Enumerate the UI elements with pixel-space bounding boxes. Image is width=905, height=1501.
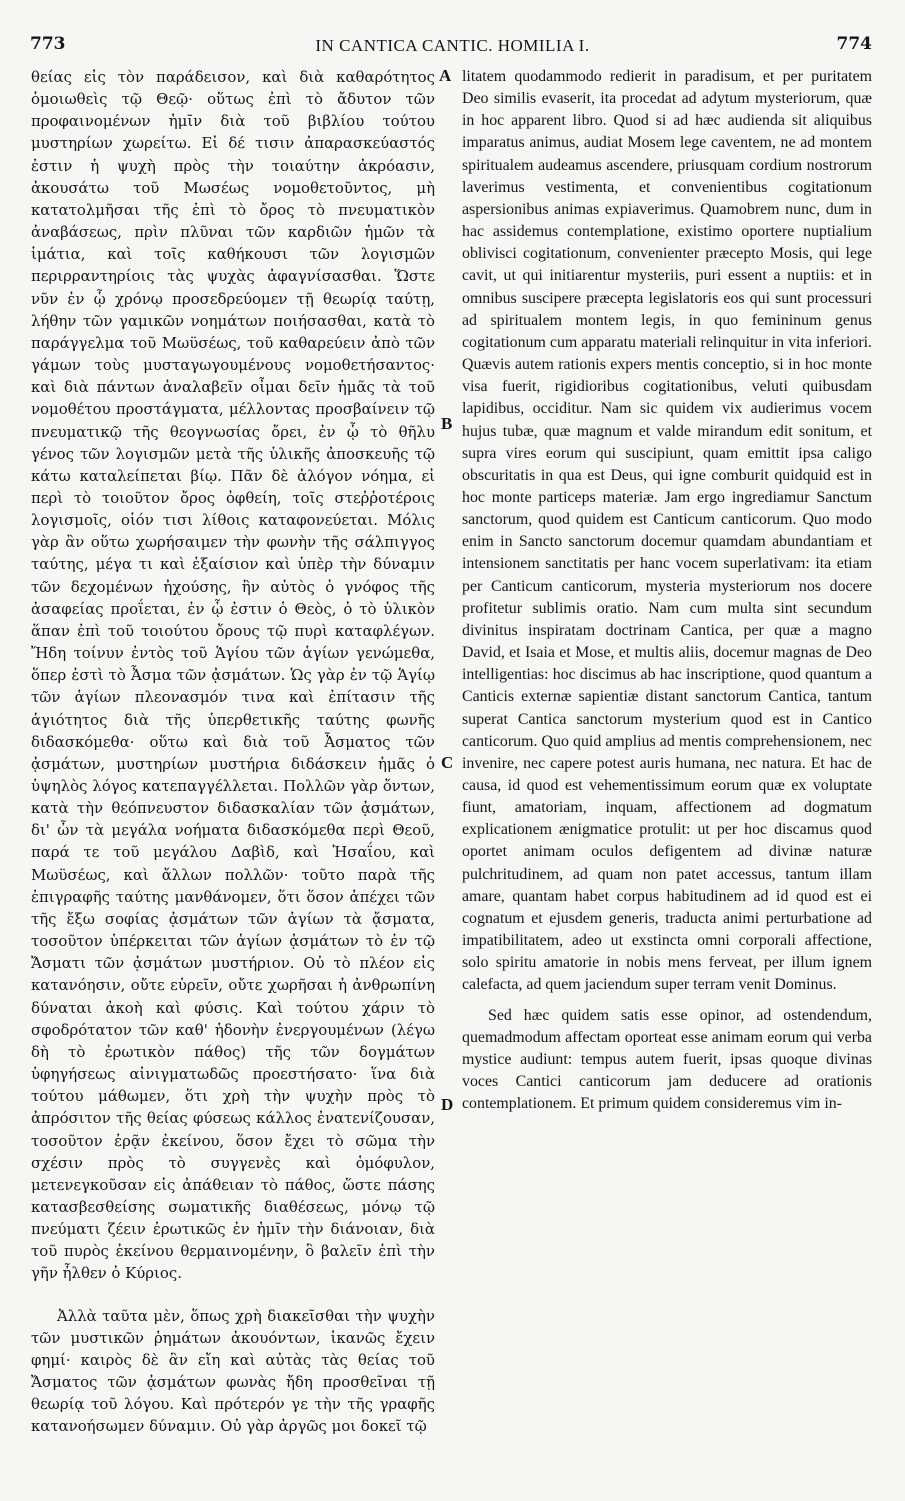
paragraph-gap [31, 1285, 435, 1305]
margin-marker-c: C [441, 753, 454, 772]
page-header [0, 0, 905, 60]
greek-paragraph-1: θείας εἰς τὸν παράδεισον, καὶ διὰ καθαρότητος ὁμοιωθεὶς τῷ Θεῷ· οὕτως ἐπὶ τὸ ἄδυτον τῶν προφαινομένων ἡμῖν διὰ τοῦ βιβλίου τούτου μυστηρίων χωρείτω. Εἰ δέ τισιν ἀπαρασκεύαστός ἐστιν ἡ ψυχὴ πρὸς τὴν τοιαύτην ἀκρόασιν, ἀκουσάτω τοῦ Μωσέως νομοθετοῦντος, μὴ κατατολμῆσαι τῆς ἐπὶ τὸ ὄρος τὸ πνευματικὸν ἀναβάσεως, πρὶν πλῦναι τῶν καρδιῶν ἡμῶν τὰ ἱμάτια, καὶ τοῖς καθήκουσι τῶν λογισμῶν περιρραντηρίοις τὰς ψυχὰς ἀφαγνίσασθαι. Ὥστε νῦν ἐν ᾧ χρόνῳ προσεδρεύομεν τῇ θεωρίᾳ ταύτῃ, λήθην τῶν γαμικῶν νοημάτων ποιήσασθαι, κατὰ τὸ παράγγελμα τοῦ Μωϋσέως, τοῦ καθαρεύειν ἀπὸ τῶν γάμων τοὺς μυσταγωγουμένους νομοθετήσαντος· καὶ διὰ πάντων ἀναλαβεῖν οἶμαι δεῖν ἡμᾶς τὰ τοῦ νομοθέτου προστάγματα, μέλλοντας προσβαίνειν τῷ πνευματικῷ τῆς θεογνωσίας ὄρει, ἐν ᾧ τὸ θῆλυ γένος τῶν λογισμῶν μετὰ τῆς ὑλικῆς ἀποσκευῆς τῷ κάτω καταλείπεται βίῳ. Πᾶν δὲ ἀλόγον νόημα, εἰ περὶ τὸ τοιοῦτον ὄρος ὀφθείη, τοῖς στεῤῥοτέροις λογισμοῖς, οἱόν τισι λίθοις καταφονεύεται. Μόλις γὰρ ἂν οὕτω χωρήσαιμεν τὴν φωνὴν τῆς σάλπιγγος ταύτης, μέγα τι καὶ ἐξαίσιον καὶ ὑπὲρ τὴν δύναμιν τῶν δεχομένων ἠχούσης, ἣν αὐτὸς ὁ γνόφος τῆς ἀσαφείας προΐεται, ἐν ᾧ ἐστιν ὁ Θεὸς, ὁ τὸ ὑλικὸν ἅπαν ἐπὶ τοῦ τοιούτου ὄρους τῷ πυρὶ καταφλέγων. Ἤδη τοίνυν ἐντὸς τοῦ Ἁγίου τῶν ἁγίων γενώμεθα, ὅπερ ἐστὶ τὸ Ἆσμα τῶν ᾀσμάτων. Ὡς γὰρ ἐν τῷ Ἁγίῳ τῶν ἁγίων πλεονασμόν τινα καὶ ἐπίτασιν τῆς ἁγιότητος διὰ τῆς ὑπερθετικῆς ταύτης φωνῆς διδασκόμεθα· οὕτω καὶ διὰ τοῦ Ἆσματος τῶν ᾀσμάτων, μυστηρίων μυστήρια διδάσκειν ἡμᾶς ὁ ὑψηλὸς λόγος κατεπαγγέλλεται. Πολλῶν γὰρ ὄντων, κατὰ τὴν θεόπνευστον διδασκαλίαν τῶν ᾀσμάτων, δι' ὧν τὰ μεγάλα νοήματα διδασκόμεθα περὶ Θεοῦ, παρά τε τοῦ μεγάλου Δαβὶδ, καὶ Ἡσαΐου, καὶ Μωϋσέως, καὶ ἄλλων πολλῶν· τοῦτο παρὰ τῆς ἐπιγραφῆς ταύτης μανθάνομεν, ὅτι ὅσον ἀπέχει τῶν τῆς ἔξω σοφίας ᾀσμάτων τῶν ἁγίων τὰ ᾄσματα, τοσοῦτον ὑπέρκειται τῶν ἁγίων ᾀσμάτων τὸ ἐν τῷ Ἄσματι τῶν ᾀσμάτων μυστήριον. Οὐ τὸ πλέον εἰς κατανόησιν, οὔτε εὑρεῖν, οὔτε χωρῆσαι ἡ ἀνθρωπίνη δύναται ἀκοὴ καὶ φύσις. Καὶ τούτου χάριν τὸ σφοδρότατον τῶν καθ' ἡδονὴν ἐνεργουμένων (λέγω δὴ τὸ ἐρωτικὸν πάθος) τῆς τῶν δογμάτων ὑφηγήσεως αἰνιγματωδῶς προεστήσατο· ἵνα διὰ τούτου μάθωμεν, ὅτι χρὴ τὴν ψυχὴν πρὸς τὸ ἀπρόσιτον τῆς θείας φύσεως κάλλος ἐνατενίζουσαν, τοσοῦτον ἐρᾷν ἐκείνου, ὅσον ἔχει τὸ σῶμα τὴν σχέσιν πρὸς τὸ συγγενὲς καὶ ὁμόφυλον, μετενεγκοῦσαν εἰς ἀπάθειαν τὸ πάθος, ὥστε πάσης κατασβεσθείσης σωματικῆς διαθέσεως, μόνῳ τῷ πνεύματι ζέειν ἐρωτικῶς ἐν ἡμῖν τὴν διάνοιαν, διὰ τοῦ πυρὸς ἐκείνου θερμαινομένην, ὃ βαλεῖν ἐπὶ τὴν γῆν ἦλθεν ὁ Κύριος. [31, 68, 435, 1283]
page-number-left: 773 [30, 34, 66, 54]
latin-column [462, 66, 872, 1466]
latin-paragraph-1: litatem quodammodo redierit in paradisum, et per puritatem Deo similis evaserit, ita procedat ad adytum mysteriorum, quæ in hoc apparent libro. Quod si ad hæc audienda sit aliquibus imparatus animus, audiat Mosem lege caventem, ne ad montem spiritualem audeamus ascendere, priusquam cordium nostrorum laverimus vestimenta, et convenientibus cogitationum aspersionibus animas expiaverimus. Quamobrem nunc, dum in hac assidemus contemplatione, existimo oportere nuptialium oblivisci cogitationum, convenienter præcepto Mosis, qui lege cavit, ut qui initiarentur mysteriis, puri essent a nuptiis: et in omnibus suscipere præcepta legislatoris eos qui sunt processuri ad spiritualem montem legis, in quo femininum genus cogitationum cum apparatu materiali relinquitur in vita inferiori. Quævis autem rationis expers mentis conceptio, si in hoc monte visa fuerit, rigidioribus cogitationibus, veluti quibusdam lapidibus, occiditur. Nam sic quidem vix audierimus vocem hujus tubæ, quæ magnum et valde mirandum edit sonitum, et supra vires eorum qui suscipiunt, quam emittit ipsa caligo obscuritatis in qua est Deus, qui igne comburit quidquid est in hoc monte particeps materiæ. Jam ergo ingrediamur Sanctum sanctorum, quod quidem est Canticum canticorum. Quo modo enim in Sancto sanctorum docemur quamdam abundantiam et intensionem sanctitatis per hanc vocem superlativam: ita etiam per Canticum canticorum, mysteria mysteriorum nos docere profitetur sublimis oratio. Nam cum multa sint secundum divinitus inspiratam doctrinam Cantica, per quæ a magno David, et Isaia et Mose, et multis aliis, docemur magnas de Deo intelligentias: hoc discimus ab hac inscriptione, quod quantum a Canticis externæ sapientiæ distant sanctorum Cantica, tantum superat Cantica sanctorum mysterium quod est in Cantico canticorum. Quo quid amplius ad mentis comprehensionem, nec invenire, nec capere potest auris humana, nec natura. Et hac de causa, id quod est vehementissimum eorum quæ ex voluptate fiunt, amatoriam, inquam, affectionem ad dogmatum explicationem ænigmatice protulit: ut per hoc discamus quod oportet animam oculos defigentem ad divinæ naturæ pulchritudinem, ad quam non patet accessus, tantum illam amare, quantam habet corpus habitudinem ad id quod est ei cognatum et ejusdem generis, traducta animi perturbatione ad impatibilitatem, adeo ut exstincta omni corporali affectione, solo spiritu amatorie in nobis mens ferveat, per illum ignem calefacta, ad quem jaciendum super terram venit Dominus. [462, 68, 872, 994]
latin-paragraph-2: Sed hæc quidem satis esse opinor, ad ostendendum, quemadmodum affectam oporteat esse animam eorum qui verba mystice audiunt: tempus autem fuerit, ipsas quoque divinas voces Cantici canticorum jam deducere ad orationis contemplationem. Et primum quidem consideremus vim in- [462, 1006, 872, 1113]
paragraph-gap [462, 997, 872, 1005]
margin-marker-a: A [439, 66, 452, 85]
page-number-right: 774 [836, 34, 872, 54]
margin-marker-d: D [441, 1095, 454, 1114]
margin-marker-b: B [441, 414, 453, 433]
greek-paragraph-2: Ἀλλὰ ταῦτα μὲν, ὅπως χρὴ διακεῖσθαι τὴν ψυχὴν τῶν μυστικῶν ῥημάτων ἀκουόντων, ἱκανῶς ἔχειν φημί· καιρὸς δὲ ἂν εἴη καὶ αὐτὰς τὰς θείας τοῦ Ἄσματος τῶν ᾀσμάτων φωνὰς ἤδη προσθεῖναι τῇ θεωρίᾳ τοῦ λόγου. Καὶ πρότερόν γε τὴν τῆς γραφῆς κατανοήσωμεν δύναμιν. Οὐ γὰρ ἀργῶς μοι δοκεῖ τῷ [31, 1306, 435, 1436]
greek-column [31, 66, 435, 1466]
running-title: IN CANTICA CANTIC. HOMILIA I. [315, 36, 590, 55]
